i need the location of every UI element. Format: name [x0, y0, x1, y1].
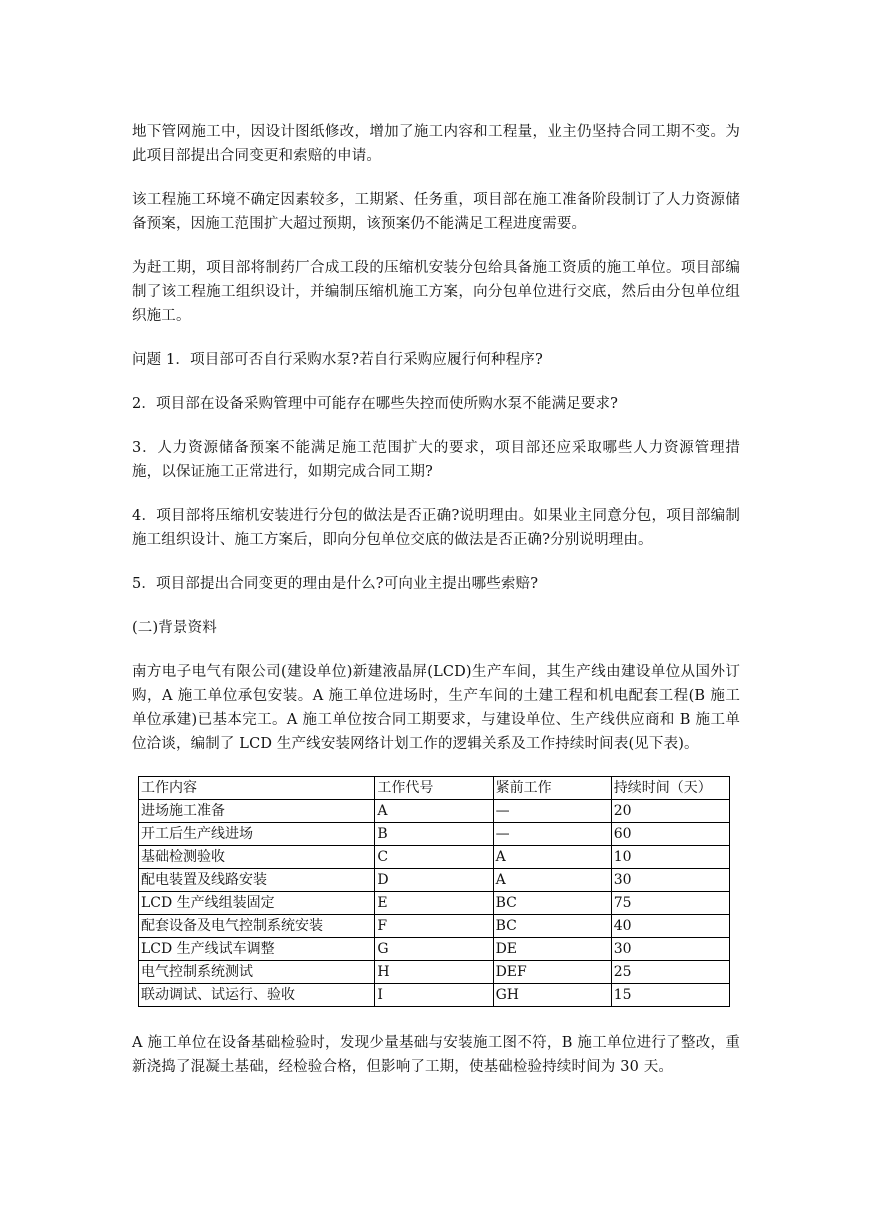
table-row [139, 846, 730, 869]
cell-predecessor: DE [493, 938, 611, 961]
cell-duration: 20 [611, 800, 729, 823]
cell-predecessor: DEF [493, 961, 611, 984]
paragraph: 该工程施工环境不确定因素较多，工期紧、任务重，项目部在施工准备阶段制订了人力资源储备预案，因施工范围扩大超过预期，该预案仍不能满足工程进度需要。 [132, 192, 740, 232]
paragraph: 南方电子电气有限公司(建设单位)新建液晶屏(LCD)生产车间，其生产线由建设单位从国外订购，A 施工单位承包安装。A 施工单位进场时，生产车间的土建工程和机电配套工程(B 施工单位承建)已基本完工。A 施工单位按合同工期要求，与建设单位、生产线供应商和 B 施工单位洽谈，编制了 LCD 生产线安装网络计划工作的逻辑关系及工作持续时间表(见下表)。 [132, 664, 740, 752]
paragraph: (二)背景资料 [132, 620, 217, 636]
paragraph: A 施工单位在设备基础检验时，发现少量基础与安装施工图不符，B 施工单位进行了整改，重新浇捣了混凝土基础，经检验合格，但影响了工期，使基础检验持续时间为 30 天。 [132, 1035, 740, 1075]
table-row [139, 869, 730, 892]
cell-predecessor: A [493, 869, 611, 892]
cell-predecessor: BC [493, 892, 611, 915]
schedule-table-wrapper [138, 776, 740, 1007]
table-row [139, 915, 730, 938]
cell-predecessor: — [493, 800, 611, 823]
cell-work-code: C [375, 846, 493, 869]
cell-duration: 60 [611, 823, 729, 846]
paragraphs-top [132, 120, 740, 756]
cell-predecessor: GH [493, 984, 611, 1007]
paragraph: 地下管网施工中，因设计图纸修改，增加了施工内容和工程量，业主仍坚持合同工期不变。为此项目部提出合同变更和索赔的申请。 [132, 124, 740, 164]
cell-duration: 15 [611, 984, 729, 1007]
table-row [139, 800, 730, 823]
cell-work-code: G [375, 938, 493, 961]
cell-duration: 40 [611, 915, 729, 938]
cell-predecessor: — [493, 823, 611, 846]
cell-work-code: I [375, 984, 493, 1007]
paragraph: 5．项目部提出合同变更的理由是什么?可向业主提出哪些索赔? [132, 576, 539, 592]
table-row [139, 984, 730, 1007]
schedule-table [138, 776, 730, 1007]
table-row [139, 961, 730, 984]
cell-work-content: 配套设备及电气控制系统安装 [139, 915, 375, 938]
cell-duration: 30 [611, 869, 729, 892]
cell-work-code: F [375, 915, 493, 938]
cell-work-content: 进场施工准备 [139, 800, 375, 823]
document-page [132, 120, 740, 1099]
cell-duration: 75 [611, 892, 729, 915]
cell-predecessor: A [493, 846, 611, 869]
header-work-content: 工作内容 [139, 777, 375, 800]
header-predecessor: 紧前工作 [493, 777, 611, 800]
cell-work-code: E [375, 892, 493, 915]
paragraphs-bottom [132, 1031, 740, 1079]
cell-work-code: A [375, 800, 493, 823]
header-work-code: 工作代号 [375, 777, 493, 800]
cell-duration: 30 [611, 938, 729, 961]
cell-work-code: B [375, 823, 493, 846]
table-row [139, 938, 730, 961]
table-row [139, 892, 730, 915]
cell-work-content: LCD 生产线试车调整 [139, 938, 375, 961]
paragraph: 2．项目部在设备采购管理中可能存在哪些失控而使所购水泵不能满足要求? [132, 396, 619, 412]
cell-duration: 25 [611, 961, 729, 984]
cell-work-content: 开工后生产线进场 [139, 823, 375, 846]
paragraph: 问题 1．项目部可否自行采购水泵?若自行采购应履行何种程序? [132, 352, 543, 368]
cell-work-content: 配电装置及线路安装 [139, 869, 375, 892]
table-header-row [139, 777, 730, 800]
table-row [139, 823, 730, 846]
cell-work-code: D [375, 869, 493, 892]
cell-work-content: LCD 生产线组装固定 [139, 892, 375, 915]
cell-work-content: 联动调试、试运行、验收 [139, 984, 375, 1007]
cell-work-code: H [375, 961, 493, 984]
cell-work-content: 电气控制系统测试 [139, 961, 375, 984]
paragraph: 为赶工期，项目部将制药厂合成工段的压缩机安装分包给具备施工资质的施工单位。项目部编制了该工程施工组织设计，并编制压缩机施工方案，向分包单位进行交底，然后由分包单位组织施工。 [132, 260, 740, 324]
paragraph: 3．人力资源储备预案不能满足施工范围扩大的要求，项目部还应采取哪些人力资源管理措施，以保证施工正常进行，如期完成合同工期? [132, 440, 740, 480]
cell-duration: 10 [611, 846, 729, 869]
paragraph: 4．项目部将压缩机安装进行分包的做法是否正确?说明理由。如果业主同意分包，项目部编制施工组织设计、施工方案后，即向分包单位交底的做法是否正确?分别说明理由。 [132, 508, 740, 548]
cell-work-content: 基础检测验收 [139, 846, 375, 869]
header-duration: 持续时间（天） [611, 777, 729, 800]
cell-predecessor: BC [493, 915, 611, 938]
